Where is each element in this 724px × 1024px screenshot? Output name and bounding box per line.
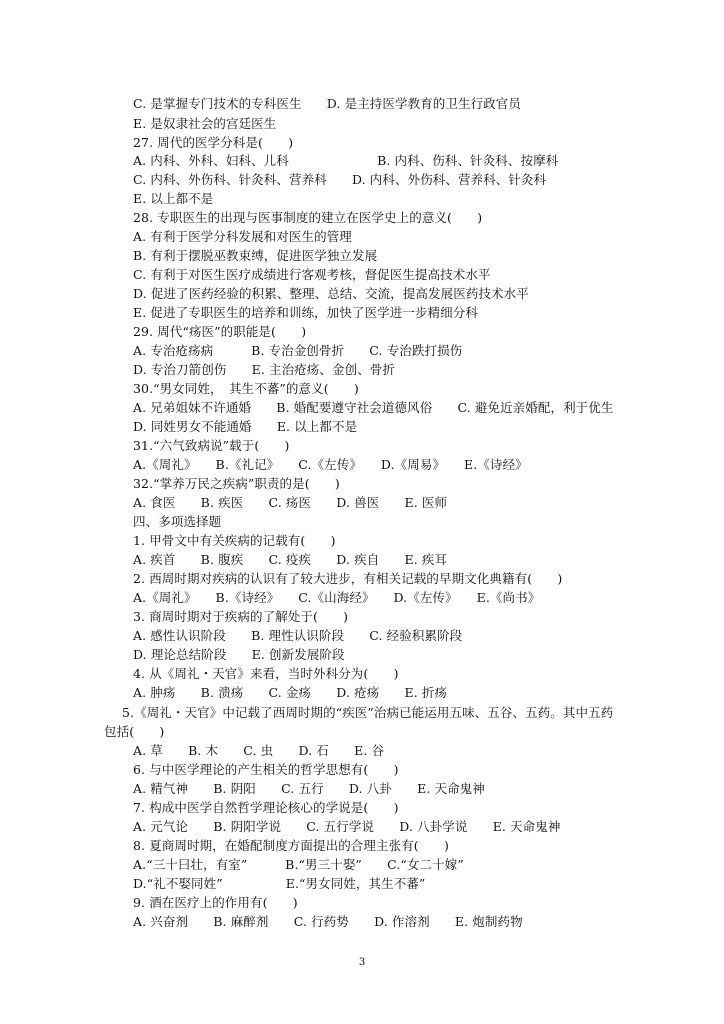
text-line: 1. 甲骨文中有关疾病的记载有( ) [133,533,336,548]
text-line: D. 专治刀箭创伤 E. 主治疮疡、金创、骨折 [133,362,395,377]
text-line: 8. 夏商周时期，在婚配制度方面提出的合理主张有( ) [133,838,449,853]
text-line: D. 促进了医药经验的积累、整理、总结、交流，提高发展医药技术水平 [133,286,529,301]
text-line: A. 兄弟姐妹不许通婚 B. 婚配要遵守社会道德风俗 C. 避免近亲婚配，利于优生 [133,400,614,415]
text-line: C. 内科、外伤科、针灸科、营养科 D. 内科、外伤科、营养科、针灸科 [133,172,547,187]
text-line: 5.《周礼・天官》中记载了西周时期的“疾医”治病已能运用五味、五谷、五药。其中五药 [122,705,614,720]
text-line: A. 元气论 B. 阴阳学说 C. 五行学说 D. 八卦学说 E. 天命鬼神 [133,819,561,834]
text-line: 9. 酒在医疗上的作用有( ) [133,895,298,910]
text-line: 3. 商周时期对于疾病的了解处于( ) [133,609,349,624]
text-line: C. 有利于对医生医疗成绩进行客观考核，督促医生提高技术水平 [133,267,491,282]
text-line: E. 是奴隶社会的宫廷医生 [133,116,277,131]
text-line: 2. 西周时期对疾病的认识有了较大进步，有相关记载的早期文化典籍有( ) [133,571,563,586]
text-line: 7. 构成中医学自然哲学理论核心的学说是( ) [133,800,399,815]
text-line: A. 肿疡 B. 溃疡 C. 金疡 D. 疮疡 E. 折疡 [133,685,448,700]
text-line: A.《周礼》 B.《礼记》 C.《左传》 D.《周易》 E.《诗经》 [133,457,528,472]
text-line: C. 是掌握专门技术的专科医生 D. 是主持医学教育的卫生行政官员 [133,96,521,111]
text-line: 包括( ) [104,724,165,739]
text-line: A. 食医 B. 疾医 C. 疡医 D. 兽医 E. 医师 [133,495,448,510]
page-number: 3 [358,957,366,968]
text-line: D. 理论总结阶段 E. 创新发展阶段 [133,647,345,662]
text-line: 29. 周代“疡医”的职能是( ) [133,324,307,339]
text-line: A. 内科、外科、妇科、儿科 B. 内科、伤科、针灸科、按摩科 [133,153,559,168]
text-line: 31.“六气致病说”载于( ) [133,438,290,453]
text-line: 32.“掌养万民之疾病”职责的是( ) [133,476,340,491]
text-line: A. 疾首 B. 腹疾 C. 疫疾 D. 疾自 E. 疾耳 [133,552,448,567]
section-heading: 四、多项选择题 [133,514,222,529]
text-line: 27. 周代的医学分科是( ) [133,135,294,150]
text-line: D.“礼不娶同姓” E.“男女同姓，其生不蕃” [133,876,426,891]
text-line: A. 兴奋剂 B. 麻醉剂 C. 行药势 D. 作溶剂 E. 炮制药物 [133,914,523,929]
text-line: 6. 与中医学理论的产生相关的哲学思想有( ) [133,762,399,777]
text-line: D. 同姓男女不能通婚 E. 以上都不是 [133,419,358,434]
text-line: A. 精气神 B. 阴阳 C. 五行 D. 八卦 E. 天命鬼神 [133,781,485,796]
text-line: A. 感性认识阶段 B. 理性认识阶段 C. 经验积累阶段 [133,628,463,643]
text-line: E. 以上都不是 [133,191,214,206]
text-line: B. 有利于摆脱巫教束缚，促进医学独立发展 [133,248,378,263]
text-line: A. 草 B. 木 C. 虫 D. 石 E. 谷 [133,743,385,758]
text-line: 28. 专职医生的出现与医事制度的建立在医学史上的意义( ) [133,210,483,225]
text-line: E. 促进了专职医生的培养和训练，加快了医学进一步精细分科 [133,305,478,320]
text-line: A.“三十曰壮，有室” B.“男三十娶” C.“女二十嫁” [133,857,464,872]
text-line: A.《周礼》 B.《诗经》 C.《山海经》 D.《左传》 E.《尚书》 [133,590,541,605]
text-line: 4. 从《周礼・天官》来看，当时外科分为( ) [133,666,399,681]
text-line: 30.“男女同姓， 其生不蕃”的意义( ) [133,381,359,396]
text-line: A. 有利于医学分科发展和对医生的管理 [133,229,352,244]
text-line: A. 专治疮疡病 B. 专治金创骨折 C. 专治跌打损伤 [133,343,463,358]
